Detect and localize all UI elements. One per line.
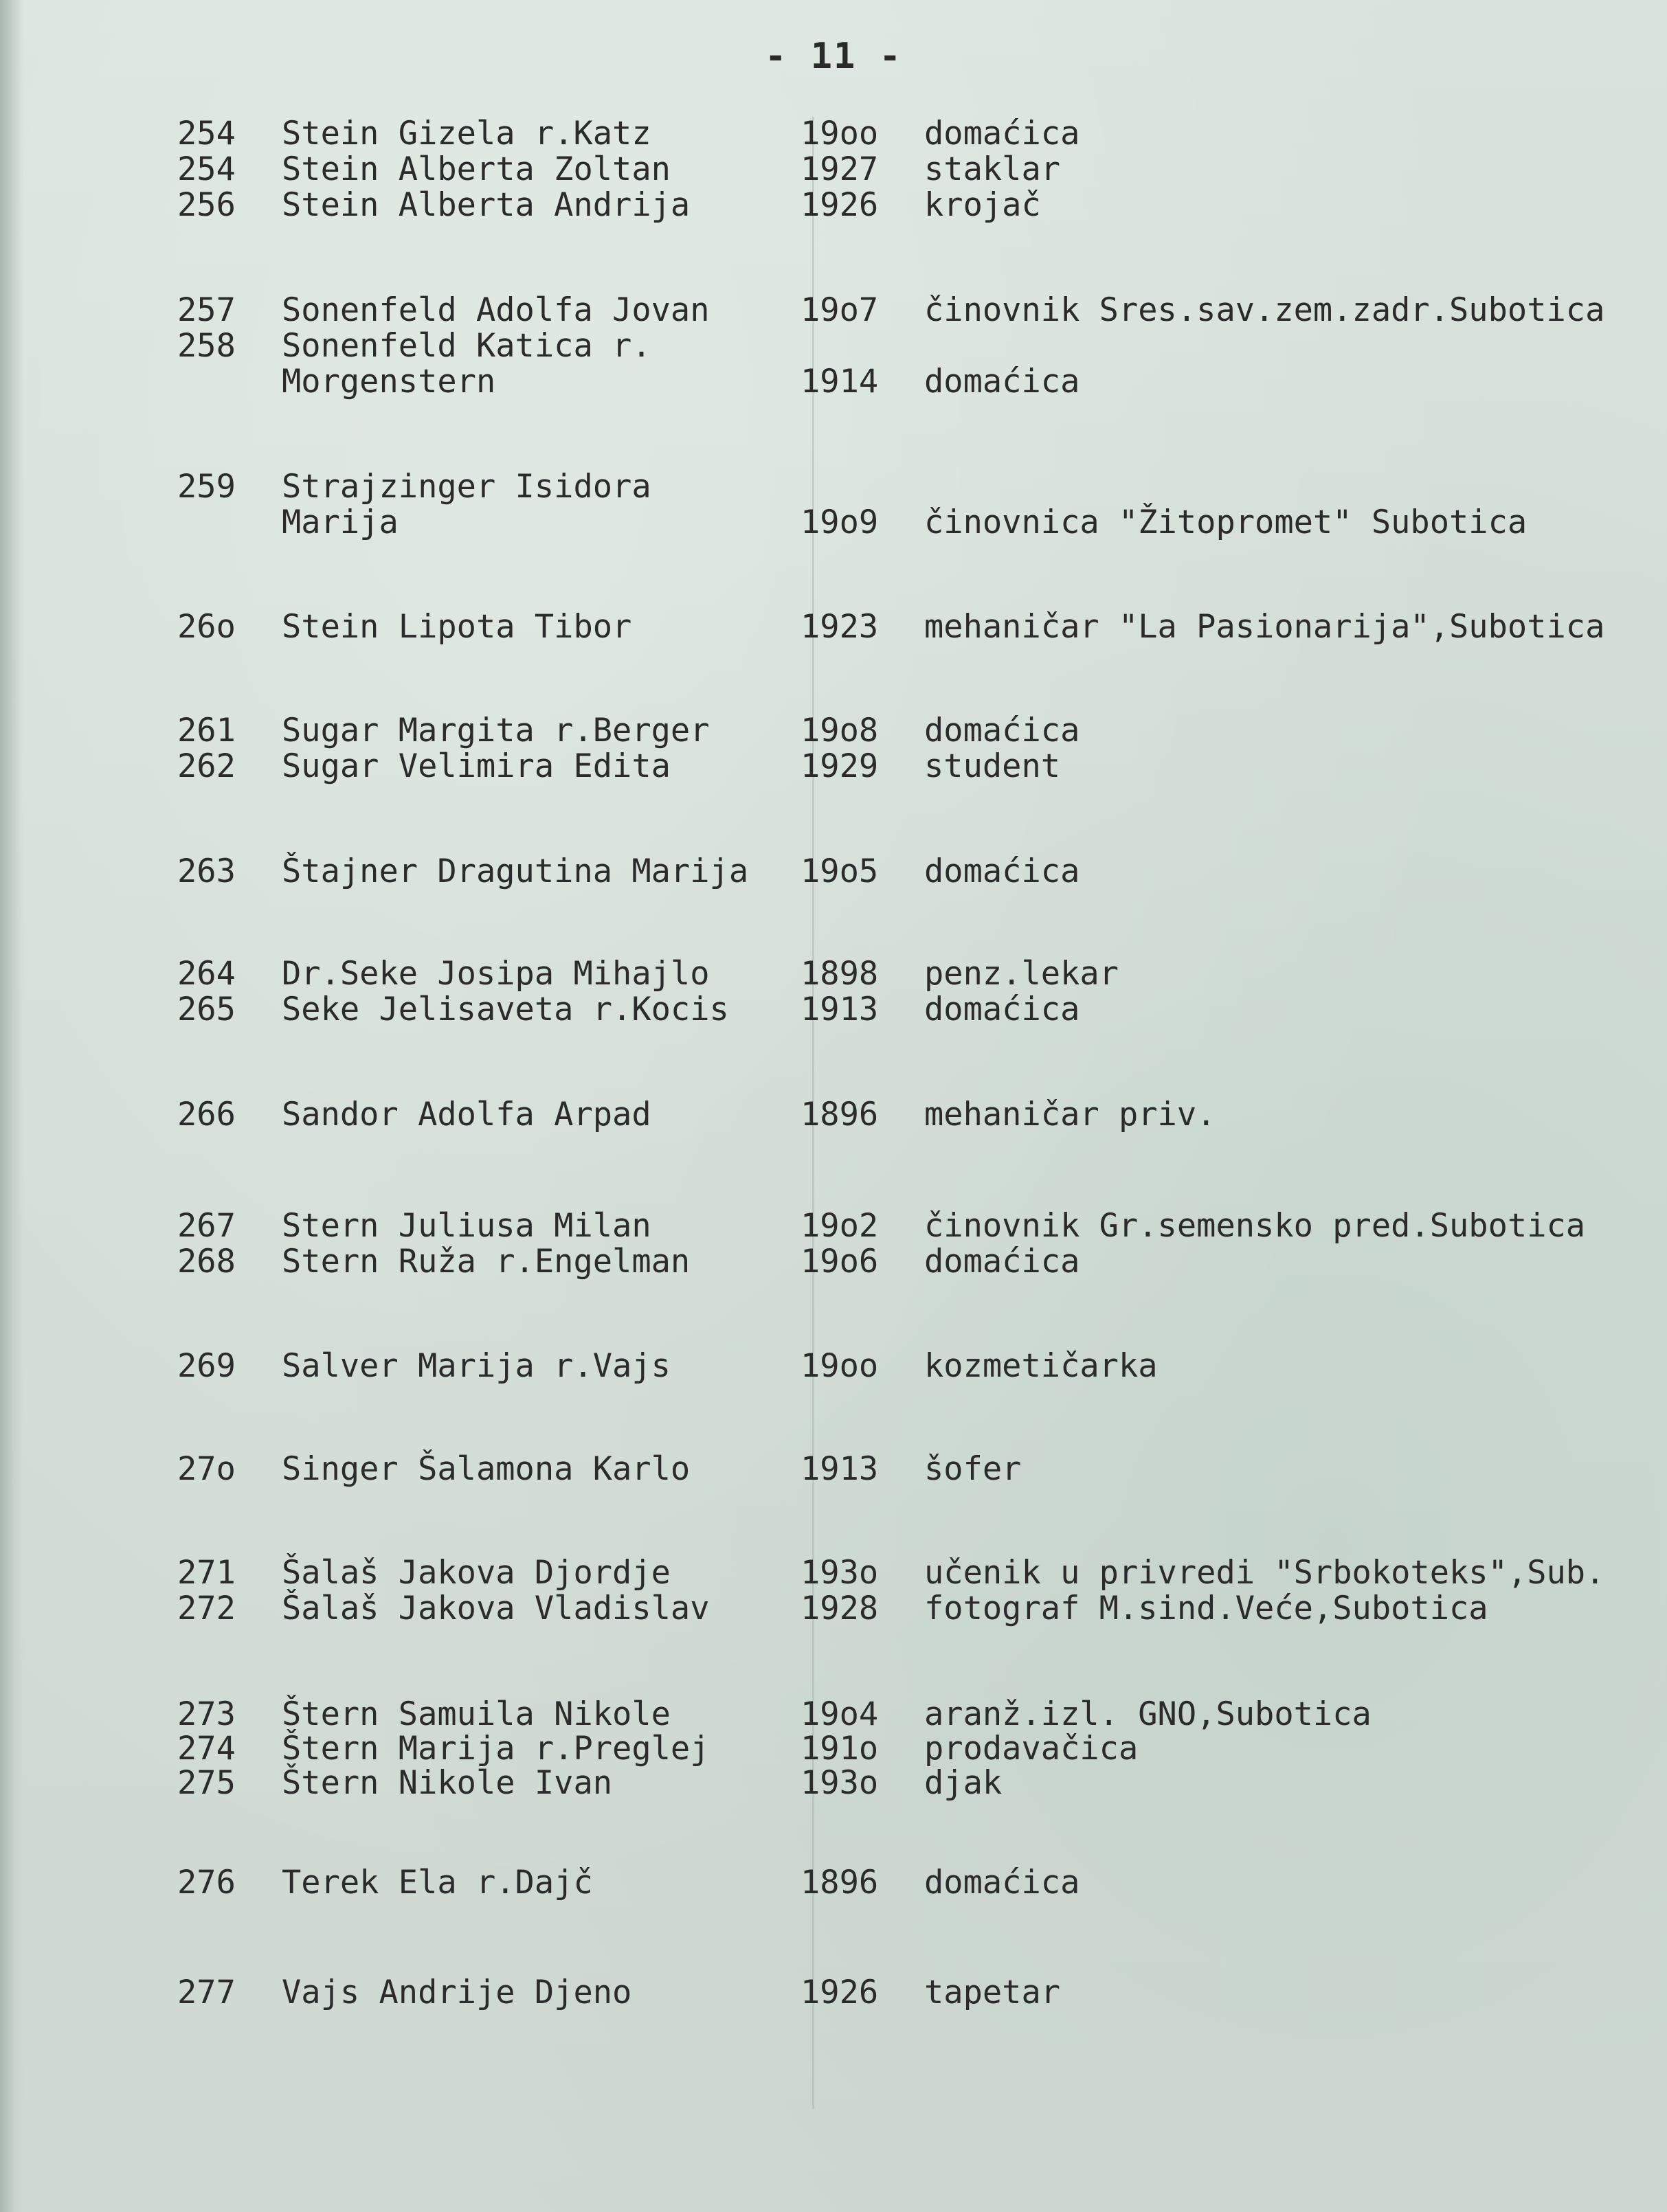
entry-year: 1896 <box>801 1864 879 1901</box>
entry-number: 276 <box>177 1864 236 1901</box>
entry-name: Stern Ruža r.Engelman <box>282 1243 691 1280</box>
entry-occupation: domaćica <box>924 363 1080 400</box>
entry-occupation: učenik u privredi "Srbokoteks",Sub. <box>924 1554 1605 1592</box>
list-row <box>0 1208 1667 1245</box>
entry-year: 19o9 <box>801 504 879 541</box>
entry-year: 1896 <box>801 1096 879 1133</box>
entry-occupation: tapetar <box>924 1974 1061 2011</box>
entry-year: 19oo <box>801 115 879 153</box>
list-row <box>0 1864 1667 1901</box>
list-row <box>0 151 1667 188</box>
entry-number: 261 <box>177 712 236 749</box>
list-row <box>0 363 1667 400</box>
list-row <box>0 115 1667 153</box>
entry-year: 1929 <box>801 747 879 785</box>
entry-year: 19o2 <box>801 1207 879 1245</box>
entry-name: Sonenfeld Adolfa Jovan <box>282 291 710 329</box>
entry-name: Salver Marija r.Vajs <box>282 1347 671 1385</box>
entry-year: 1913 <box>801 1450 879 1488</box>
entry-year: 1898 <box>801 955 879 993</box>
entry-occupation: domaćica <box>924 1243 1080 1280</box>
entry-number: 254 <box>177 115 236 153</box>
list-row <box>0 853 1667 890</box>
list-row <box>0 1765 1667 1802</box>
entry-name: Stein Alberta Andrija <box>282 186 691 224</box>
entry-name: Šalaš Jakova Vladislav <box>282 1590 710 1627</box>
entry-name: Stern Juliusa Milan <box>282 1207 651 1245</box>
entry-number: 258 <box>177 327 236 365</box>
entry-number: 262 <box>177 747 236 785</box>
entry-occupation: mehaničar "La Pasionarija",Subotica <box>924 608 1605 646</box>
entry-name: Štern Samuila Nikole <box>282 1695 671 1733</box>
entry-occupation: domaćica <box>924 712 1080 749</box>
entry-number: 259 <box>177 468 236 506</box>
list-row <box>0 991 1667 1028</box>
list-row <box>0 187 1667 224</box>
list-row <box>0 1451 1667 1488</box>
entry-year: 1928 <box>801 1590 879 1627</box>
entry-name: Vajs Andrije Djeno <box>282 1974 632 2011</box>
entry-occupation: aranž.izl. GNO,Subotica <box>924 1695 1372 1733</box>
entry-year: 19o7 <box>801 291 879 329</box>
list-row <box>0 1590 1667 1627</box>
entry-occupation: domaćica <box>924 853 1080 890</box>
entry-number: 269 <box>177 1347 236 1385</box>
entry-name: Dr.Seke Josipa Mihajlo <box>282 955 710 993</box>
entry-name: Stein Lipota Tibor <box>282 608 632 646</box>
list-row <box>0 1696 1667 1733</box>
entry-year: 19oo <box>801 1347 879 1385</box>
list-row <box>0 748 1667 785</box>
entry-number: 271 <box>177 1554 236 1592</box>
entry-occupation: činovnik Gr.semensko pred.Subotica <box>924 1207 1586 1245</box>
entry-number: 256 <box>177 186 236 224</box>
entry-number: 257 <box>177 291 236 329</box>
entry-occupation: domaćica <box>924 991 1080 1028</box>
entry-name: Štern Marija r.Preglej <box>282 1730 710 1768</box>
list-row <box>0 1243 1667 1280</box>
entry-name: Sonenfeld Katica r. <box>282 327 651 365</box>
page-number: - 11 - <box>765 36 902 77</box>
entry-year: 193o <box>801 1764 879 1802</box>
entry-occupation: prodavačica <box>924 1730 1139 1768</box>
entry-number: 267 <box>177 1207 236 1245</box>
entry-year: 19o5 <box>801 853 879 890</box>
entry-occupation: domaćica <box>924 1864 1080 1901</box>
list-row <box>0 1974 1667 2011</box>
entry-number: 265 <box>177 991 236 1028</box>
list-row <box>0 712 1667 749</box>
entry-year: 1923 <box>801 608 879 646</box>
entry-name: Strajzinger Isidora <box>282 468 651 506</box>
entry-year: 19o4 <box>801 1695 879 1733</box>
entry-number: 275 <box>177 1764 236 1802</box>
list-row <box>0 1730 1667 1768</box>
entry-name: Šalaš Jakova Djordje <box>282 1554 671 1592</box>
entry-occupation: student <box>924 747 1061 785</box>
entry-occupation: djak <box>924 1764 1003 1802</box>
entry-year: 19o8 <box>801 712 879 749</box>
entry-name: Sugar Velimira Edita <box>282 747 671 785</box>
entry-name: Štajner Dragutina Marija <box>282 853 749 890</box>
entry-occupation: činovnica "Žitopromet" Subotica <box>924 504 1528 541</box>
list-row <box>0 1096 1667 1133</box>
entry-year: 1926 <box>801 186 879 224</box>
entry-name: Morgenstern <box>282 363 496 400</box>
entry-number: 268 <box>177 1243 236 1280</box>
list-row <box>0 609 1667 646</box>
list-row <box>0 292 1667 329</box>
entry-occupation: fotograf M.sind.Veće,Subotica <box>924 1590 1488 1627</box>
entry-number: 263 <box>177 853 236 890</box>
entry-year: 1926 <box>801 1974 879 2011</box>
entry-name: Marija <box>282 504 399 541</box>
list-row <box>0 469 1667 506</box>
entry-number: 277 <box>177 1974 236 2011</box>
entry-number: 254 <box>177 150 236 188</box>
entry-year: 191o <box>801 1730 879 1768</box>
list-row <box>0 1555 1667 1592</box>
list-row <box>0 956 1667 993</box>
list-row <box>0 504 1667 541</box>
entry-number: 264 <box>177 955 236 993</box>
entry-occupation: domaćica <box>924 115 1080 153</box>
entry-name: Stein Gizela r.Katz <box>282 115 651 153</box>
entry-year: 19o6 <box>801 1243 879 1280</box>
entry-number: 266 <box>177 1096 236 1133</box>
entry-name: Štern Nikole Ivan <box>282 1764 613 1802</box>
entry-number: 27o <box>177 1450 236 1488</box>
entry-number: 273 <box>177 1695 236 1733</box>
entry-occupation: staklar <box>924 150 1061 188</box>
entry-number: 272 <box>177 1590 236 1627</box>
entry-name: Terek Ela r.Dajč <box>282 1864 593 1901</box>
entry-occupation: činovnik Sres.sav.zem.zadr.Subotica <box>924 291 1605 329</box>
entry-year: 1913 <box>801 991 879 1028</box>
entry-name: Sugar Margita r.Berger <box>282 712 710 749</box>
entry-occupation: krojač <box>924 186 1041 224</box>
entry-occupation: kozmetičarka <box>924 1347 1158 1385</box>
list-row <box>0 328 1667 365</box>
entry-occupation: penz.lekar <box>924 955 1119 993</box>
entry-occupation: mehaničar priv. <box>924 1096 1216 1133</box>
list-row <box>0 1348 1667 1385</box>
entry-number: 26o <box>177 608 236 646</box>
entry-occupation: šofer <box>924 1450 1022 1488</box>
entry-year: 1927 <box>801 150 879 188</box>
entry-number: 274 <box>177 1730 236 1768</box>
entry-year: 193o <box>801 1554 879 1592</box>
entry-name: Singer Šalamona Karlo <box>282 1450 691 1488</box>
entry-name: Sandor Adolfa Arpad <box>282 1096 651 1133</box>
entry-year: 1914 <box>801 363 879 400</box>
entry-name: Stein Alberta Zoltan <box>282 150 671 188</box>
entry-name: Seke Jelisaveta r.Kocis <box>282 991 729 1028</box>
